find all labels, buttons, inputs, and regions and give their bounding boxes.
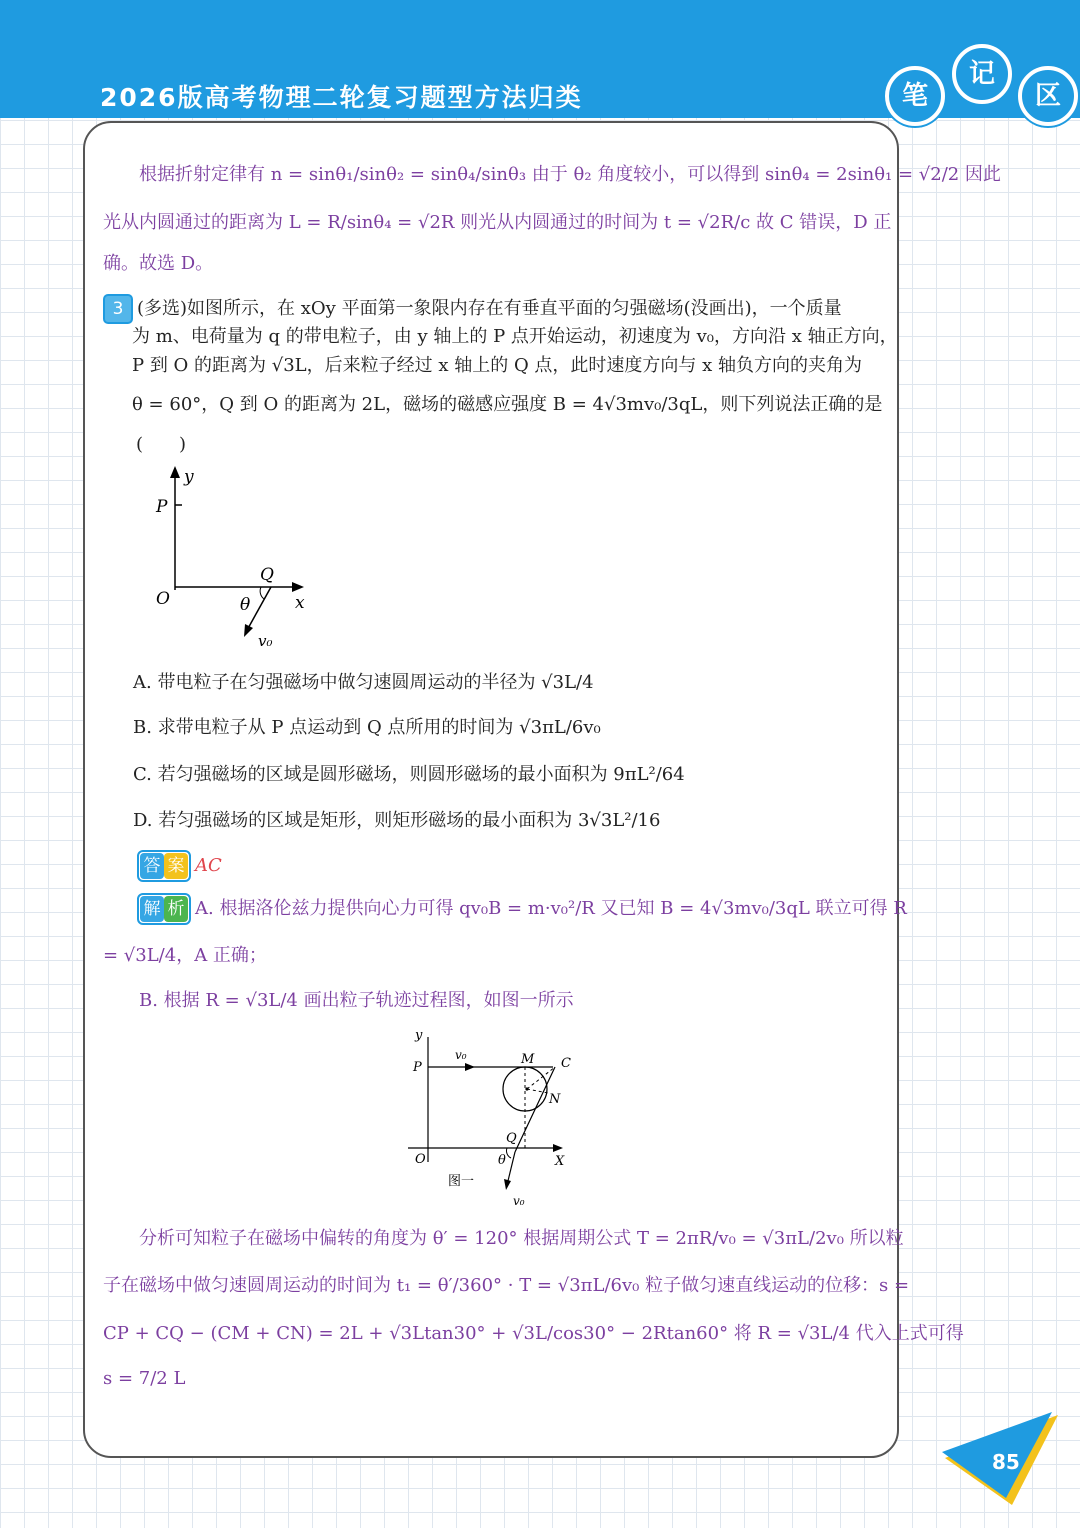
analysis-line-2: = √3L/4，A 正确； — [103, 945, 267, 966]
analysis-tag: 解 析 — [137, 893, 191, 925]
question-line-3: P 到 O 的距离为 √3L，后来粒子经过 x 轴上的 Q 点，此时速度方向与 x 轴负方向的夹角为 — [132, 355, 863, 376]
analysis-line-4: 分析可知粒子在磁场中偏转的角度为 θ′ = 120° 根据周期公式 T = 2πR/v₀ = √3πL/2v₀ 所以粒 — [139, 1228, 904, 1249]
answer-tag: 答 案 — [137, 850, 191, 882]
fig2-v0-label: v₀ — [513, 1194, 525, 1208]
page-number: 85 — [992, 1450, 1020, 1474]
question-number-badge: 3 — [103, 294, 133, 324]
solution-line-3: 确。故选 D。 — [103, 253, 214, 274]
fig1-x-label: x — [295, 593, 305, 613]
answer-value: AC — [195, 855, 222, 876]
analysis-line-1: A. 根据洛伦兹力提供向心力可得 qv₀B = m·v₀²/R 又已知 B = 4√3mv₀/3qL 联立可得 R — [195, 898, 907, 919]
figure-2 — [403, 1027, 593, 1212]
fig1-O-label: O — [156, 589, 170, 609]
fig2-theta-label: θ — [498, 1153, 506, 1168]
analysis-row — [137, 893, 907, 925]
analysis-line-7: s = 7/2 L — [103, 1368, 186, 1389]
analysis-line-3: B. 根据 R = √3L/4 画出粒子轨迹过程图，如图一所示 — [139, 990, 574, 1011]
fig1-y-label: y — [184, 467, 194, 487]
option-c: C. 若匀强磁场的区域是圆形磁场，则圆形磁场的最小面积为 9πL²/64 — [133, 764, 685, 785]
figure-1 — [148, 462, 318, 652]
option-b: B. 求带电粒子从 P 点运动到 Q 点所用的时间为 √3πL/6v₀ — [133, 717, 601, 738]
question-header — [103, 294, 842, 324]
answer-row — [137, 850, 222, 882]
option-a: A. 带电粒子在匀强磁场中做匀速圆周运动的半径为 √3L/4 — [133, 672, 594, 693]
header-title: 2026版高考物理二轮复习题型方法归类 — [100, 83, 583, 112]
note-badge-1: 笔 — [885, 66, 945, 126]
analysis-line-5: 子在磁场中做匀速圆周运动的时间为 t₁ = θ′/360° · T = √3πL/6v₀ 粒子做匀速直线运动的位移：s = — [103, 1275, 910, 1296]
question-line-1: (多选)如图所示，在 xOy 平面第一象限内存在有垂直平面的匀强磁场(没画出)，一个质量 — [137, 298, 842, 319]
note-badge-2: 记 — [952, 44, 1012, 104]
fig2-P-label: P — [413, 1060, 422, 1075]
fig2-y-label: y — [415, 1028, 423, 1043]
fig1-P-label: P — [156, 497, 168, 517]
solution-line-1: 根据折射定律有 n = sinθ₁/sinθ₂ = sinθ₄/sinθ₃ 由于 θ₂ 角度较小，可以得到 sinθ₄ = 2sinθ₁ = √2/2 因此 — [139, 164, 1001, 185]
fig1-theta-label: θ — [240, 595, 251, 615]
solution-line-2: 光从内圆通过的距离为 L = R/sinθ₄ = √2R 则光从内圆通过的时间为 t = √2R/c 故 C 错误，D 正 — [103, 212, 892, 233]
fig2-Q-label: Q — [506, 1131, 517, 1146]
note-badge-3: 区 — [1018, 66, 1078, 126]
question-line-2: 为 m、电荷量为 q 的带电粒子，由 y 轴上的 P 点开始运动，初速度为 v₀，方向沿 x 轴正方向， — [132, 326, 898, 347]
analysis-line-6: CP + CQ − (CM + CN) = 2L + √3Ltan30° + √3L/cos30° − 2Rtan60° 将 R = √3L/4 代入上式可得 — [103, 1323, 964, 1344]
fig1-v0-label: v₀ — [258, 632, 273, 650]
fig2-N-label: N — [549, 1092, 561, 1107]
fig1-Q-label: Q — [260, 565, 274, 585]
option-d: D. 若匀强磁场的区域是矩形，则矩形磁场的最小面积为 3√3L²/16 — [133, 810, 661, 831]
fig2-caption: 图一 — [448, 1174, 475, 1189]
question-line-4: θ = 60°，Q 到 O 的距离为 2L，磁场的磁感应强度 B = 4√3mv₀/3qL，则下列说法正确的是 — [132, 394, 883, 415]
fig2-X-label: X — [555, 1154, 565, 1169]
fig2-O-label: O — [415, 1152, 426, 1167]
fig2-v0-top-label: v₀ — [455, 1048, 467, 1062]
fig2-M-label: M — [521, 1052, 535, 1067]
answer-bracket: ( ) — [136, 434, 187, 455]
fig2-C-label: C — [561, 1056, 571, 1071]
